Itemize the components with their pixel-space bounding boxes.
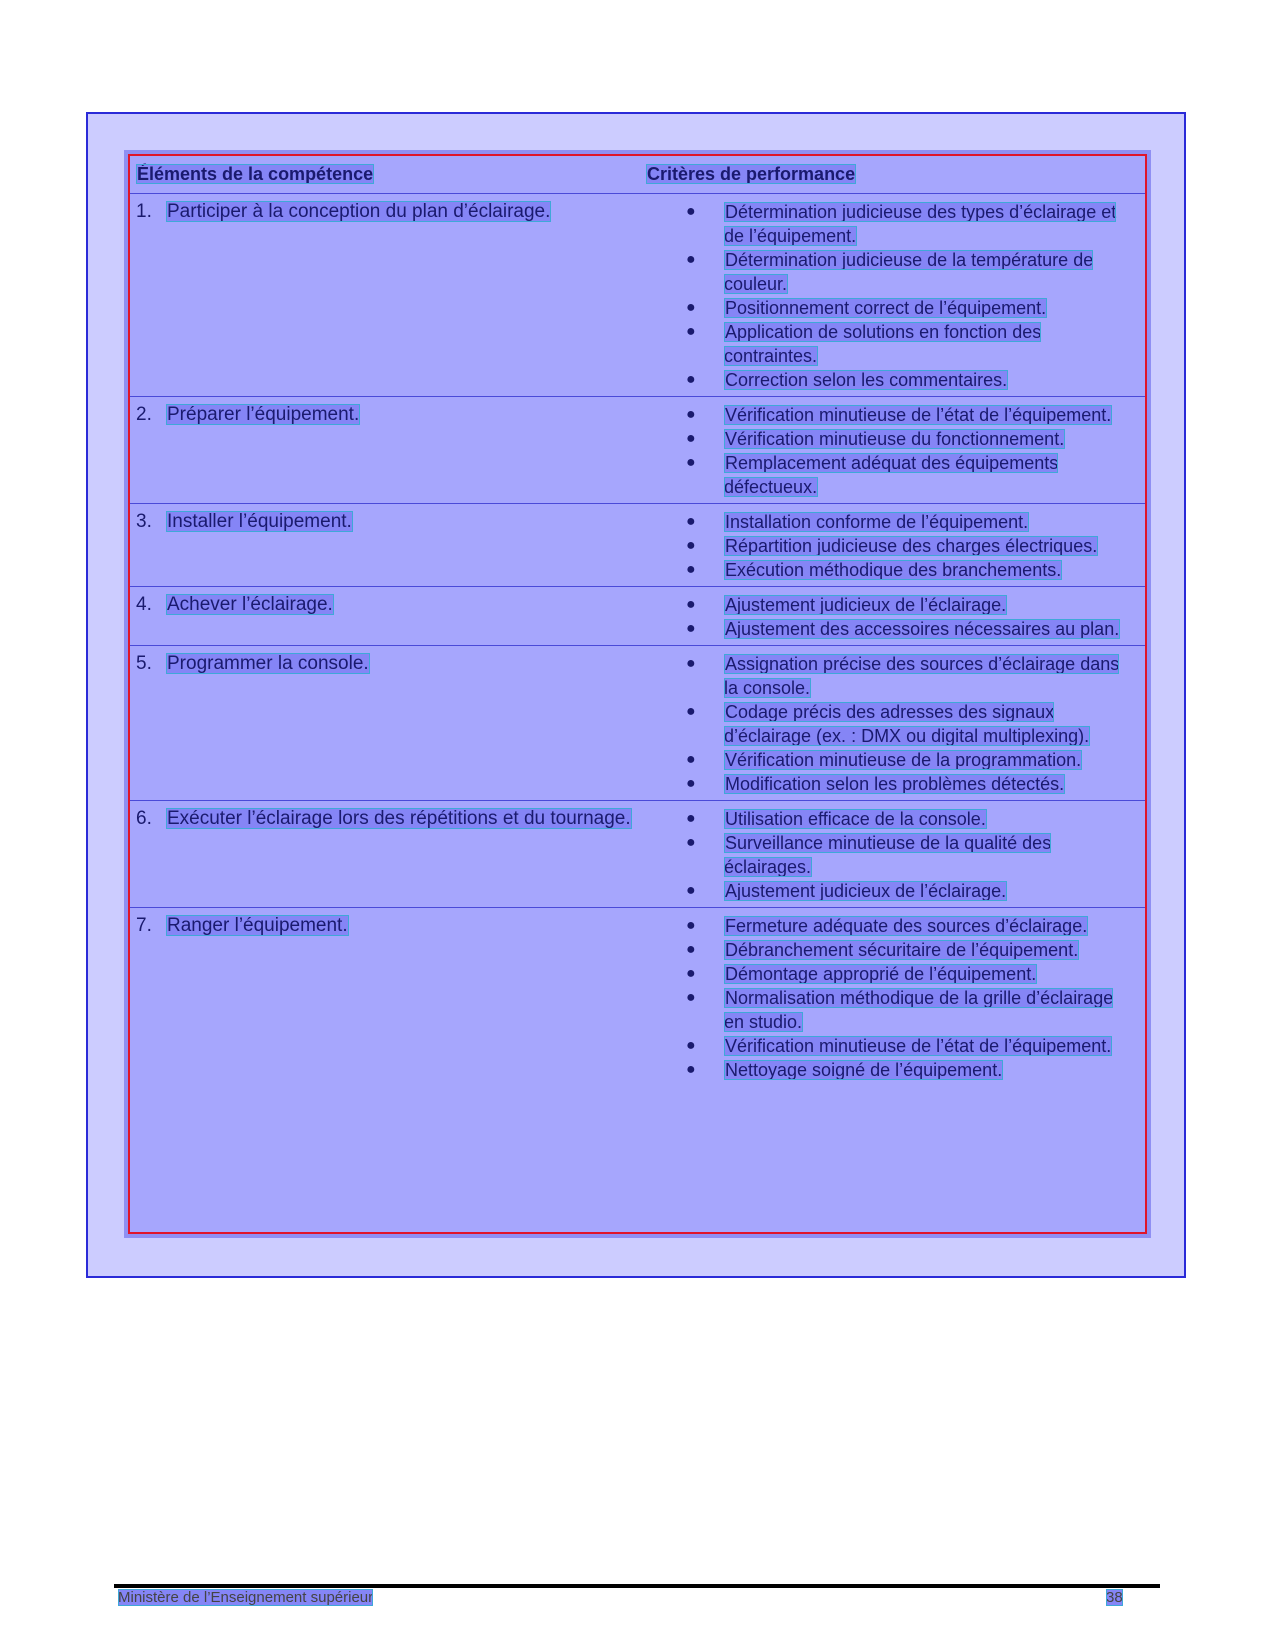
element-cell bbox=[130, 510, 686, 582]
criterion-item bbox=[686, 248, 1145, 296]
criterion-item bbox=[686, 879, 1145, 903]
table-row bbox=[130, 908, 1145, 1232]
criterion-text: Démontage approprié de l’équipement. bbox=[725, 964, 1037, 984]
criterion-text: Ajustement judicieux de l’éclairage. bbox=[725, 881, 1007, 901]
element-cell bbox=[130, 593, 686, 641]
table-header bbox=[130, 156, 1145, 194]
bullet-icon: ● bbox=[686, 561, 696, 578]
bullet-icon: ● bbox=[686, 834, 696, 851]
element-cell bbox=[130, 403, 686, 499]
criterion-text: Surveillance minutieuse de la qualité des éclairages. bbox=[724, 833, 1052, 877]
bullet-icon: ● bbox=[686, 406, 696, 423]
criterion-text: Application de solutions en fonction des contraintes. bbox=[724, 322, 1042, 366]
competence-table bbox=[124, 150, 1151, 1238]
bullet-icon: ● bbox=[686, 430, 696, 447]
bullet-icon: ● bbox=[686, 810, 696, 827]
bullet-icon: ● bbox=[686, 596, 696, 613]
criterion-text: Détermination judicieuse des types d’éclairage et de l’équipement. bbox=[724, 202, 1117, 246]
criterion-item bbox=[686, 772, 1145, 796]
bullet-icon: ● bbox=[686, 941, 696, 958]
bullet-icon: ● bbox=[686, 917, 696, 934]
criterion-item bbox=[686, 938, 1145, 962]
criterion-item bbox=[686, 986, 1145, 1034]
header-elements: Éléments de la compétence bbox=[137, 164, 374, 184]
bullet-icon: ● bbox=[686, 454, 696, 471]
element-item bbox=[136, 593, 686, 617]
competence-table-inner bbox=[128, 154, 1147, 1234]
table-row bbox=[130, 397, 1145, 504]
bullet-icon: ● bbox=[686, 323, 696, 340]
criterion-item bbox=[686, 427, 1145, 451]
criterion-item bbox=[686, 1058, 1145, 1082]
element-cell bbox=[130, 652, 686, 796]
criterion-text: Assignation précise des sources d’éclairage dans la console. bbox=[724, 654, 1120, 698]
table-row bbox=[130, 587, 1145, 646]
criterion-item bbox=[686, 200, 1145, 248]
bullet-icon: ● bbox=[686, 775, 696, 792]
criterion-text: Remplacement adéquat des équipements défectueux. bbox=[724, 453, 1059, 497]
criterion-item bbox=[686, 652, 1145, 700]
element-number: 6. bbox=[136, 808, 152, 829]
bullet-icon: ● bbox=[686, 537, 696, 554]
table-row bbox=[130, 504, 1145, 587]
element-text: Achever l’éclairage. bbox=[167, 594, 333, 615]
element-cell bbox=[130, 914, 686, 1228]
header-elements-cell bbox=[130, 164, 646, 185]
bullet-icon: ● bbox=[686, 965, 696, 982]
element-number: 3. bbox=[136, 511, 152, 532]
page-number-text: 38 bbox=[1106, 1589, 1123, 1606]
criterion-item bbox=[686, 534, 1145, 558]
bullet-icon: ● bbox=[686, 703, 696, 720]
header-criteria-cell bbox=[646, 164, 1145, 185]
table-row bbox=[130, 194, 1145, 397]
bullet-icon: ● bbox=[686, 1037, 696, 1054]
criterion-text: Ajustement judicieux de l’éclairage. bbox=[725, 595, 1007, 615]
bullet-icon: ● bbox=[686, 1061, 696, 1078]
element-number: 1. bbox=[136, 201, 152, 222]
criterion-text: Répartition judicieuse des charges électriques. bbox=[725, 536, 1098, 556]
criterion-item bbox=[686, 617, 1145, 641]
bullet-icon: ● bbox=[686, 989, 696, 1006]
element-number: 2. bbox=[136, 404, 152, 425]
criterion-text: Débranchement sécuritaire de l’équipement. bbox=[725, 940, 1079, 960]
footer-ministry-text: Ministère de l’Enseignement supérieur bbox=[118, 1589, 374, 1606]
element-text: Ranger l’équipement. bbox=[167, 915, 348, 936]
footer-rule bbox=[114, 1584, 1160, 1588]
element-item bbox=[136, 403, 686, 427]
element-text: Exécuter l’éclairage lors des répétitions et du tournage. bbox=[167, 808, 631, 829]
element-text: Préparer l’équipement. bbox=[167, 404, 360, 425]
element-number: 5. bbox=[136, 653, 152, 674]
criterion-text: Correction selon les commentaires. bbox=[725, 370, 1008, 390]
criterion-text: Codage précis des adresses des signaux d’éclairage (ex. : DMX ou digital multiplexing). bbox=[724, 702, 1090, 746]
criterion-text: Normalisation méthodique de la grille d’éclairage en studio. bbox=[724, 988, 1114, 1032]
criterion-text: Vérification minutieuse de l’état de l’équipement. bbox=[725, 405, 1112, 425]
element-item bbox=[136, 200, 686, 224]
criterion-item bbox=[686, 510, 1145, 534]
criterion-text: Utilisation efficace de la console. bbox=[725, 809, 986, 829]
bullet-icon: ● bbox=[686, 620, 696, 637]
criteria-cell bbox=[686, 652, 1145, 796]
element-item bbox=[136, 510, 686, 534]
criterion-item bbox=[686, 748, 1145, 772]
header-criteria: Critères de performance bbox=[647, 164, 856, 184]
criteria-cell bbox=[686, 593, 1145, 641]
criteria-cell bbox=[686, 807, 1145, 903]
criterion-item bbox=[686, 403, 1145, 427]
criteria-cell bbox=[686, 200, 1145, 392]
criterion-item bbox=[686, 451, 1145, 499]
criterion-item bbox=[686, 1034, 1145, 1058]
bullet-icon: ● bbox=[686, 299, 696, 316]
element-cell bbox=[130, 807, 686, 903]
criterion-item bbox=[686, 558, 1145, 582]
criteria-cell bbox=[686, 510, 1145, 582]
criterion-item bbox=[686, 807, 1145, 831]
criterion-text: Vérification minutieuse du fonctionnement. bbox=[725, 429, 1065, 449]
element-number: 4. bbox=[136, 594, 152, 615]
criterion-item bbox=[686, 700, 1145, 748]
bullet-icon: ● bbox=[686, 513, 696, 530]
element-item bbox=[136, 807, 686, 831]
table-row bbox=[130, 801, 1145, 908]
criterion-text: Positionnement correct de l’équipement. bbox=[725, 298, 1047, 318]
criterion-text: Exécution méthodique des branchements. bbox=[725, 560, 1062, 580]
criteria-cell bbox=[686, 403, 1145, 499]
element-cell bbox=[130, 200, 686, 392]
bullet-icon: ● bbox=[686, 203, 696, 220]
criterion-text: Vérification minutieuse de l’état de l’équipement. bbox=[725, 1036, 1112, 1056]
element-item bbox=[136, 914, 686, 938]
criterion-item bbox=[686, 368, 1145, 392]
element-text: Programmer la console. bbox=[167, 653, 369, 674]
footer-ministry bbox=[118, 1589, 373, 1606]
criterion-text: Nettoyage soigné de l’équipement. bbox=[725, 1060, 1003, 1080]
criteria-cell bbox=[686, 914, 1145, 1228]
element-text: Installer l’équipement. bbox=[167, 511, 352, 532]
criterion-item bbox=[686, 962, 1145, 986]
table-row bbox=[130, 646, 1145, 801]
criterion-item bbox=[686, 320, 1145, 368]
element-text: Participer à la conception du plan d’éclairage. bbox=[167, 201, 551, 222]
criterion-text: Détermination judicieuse de la température de couleur. bbox=[724, 250, 1094, 294]
criterion-item bbox=[686, 914, 1145, 938]
bullet-icon: ● bbox=[686, 371, 696, 388]
criterion-text: Installation conforme de l’équipement. bbox=[725, 512, 1029, 532]
bullet-icon: ● bbox=[686, 751, 696, 768]
bullet-icon: ● bbox=[686, 251, 696, 268]
criterion-text: Fermeture adéquate des sources d’éclairage. bbox=[725, 916, 1088, 936]
page-number bbox=[1106, 1589, 1123, 1606]
criterion-text: Modification selon les problèmes détectés. bbox=[725, 774, 1065, 794]
criterion-item bbox=[686, 831, 1145, 879]
bullet-icon: ● bbox=[686, 655, 696, 672]
criterion-text: Ajustement des accessoires nécessaires au plan. bbox=[725, 619, 1120, 639]
element-number: 7. bbox=[136, 915, 152, 936]
criterion-item bbox=[686, 296, 1145, 320]
criterion-text: Vérification minutieuse de la programmation. bbox=[725, 750, 1082, 770]
bullet-icon: ● bbox=[686, 882, 696, 899]
element-item bbox=[136, 652, 686, 676]
criterion-item bbox=[686, 593, 1145, 617]
